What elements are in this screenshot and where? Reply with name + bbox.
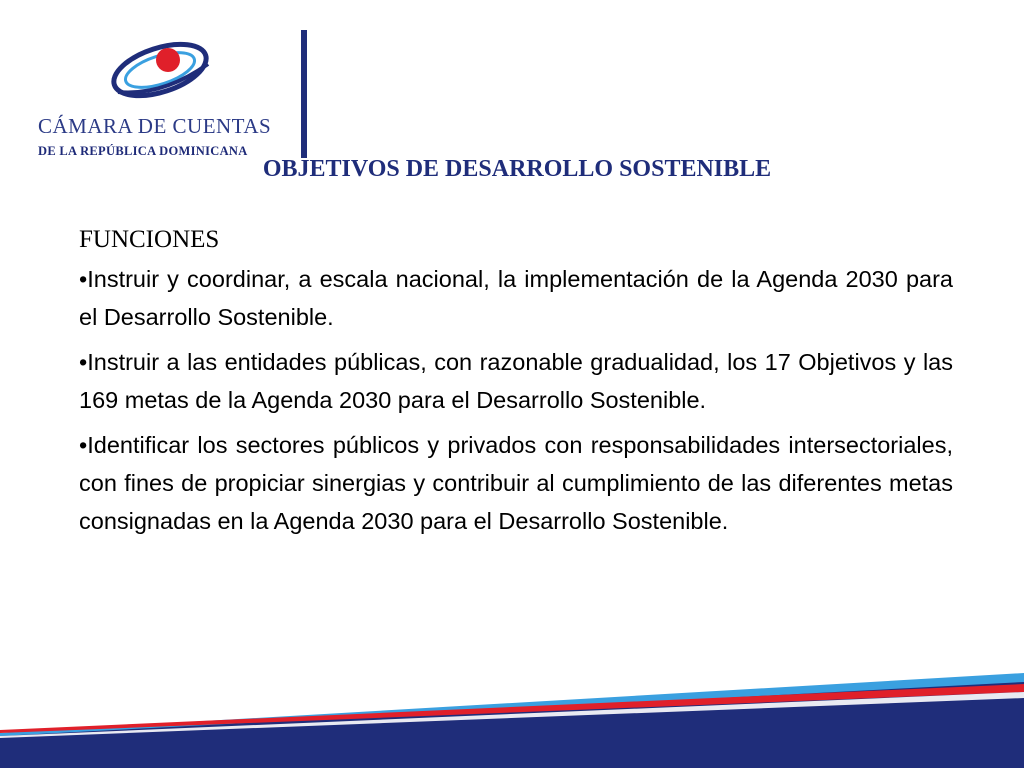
logo-emblem-icon [108,34,218,114]
slide-content [79,226,953,547]
institution-logo [30,28,280,158]
slide-title: OBJETIVOS DE DESARROLLO SOSTENIBLE [262,156,772,182]
bullet-item: •Identificar los sectores públicos y privados con responsabilidades intersectoriales, con fines de propiciar sinergias y contribuir al cumplimiento de las diferentes metas consignadas en la Agenda 2030 para el Desarrollo Sostenible. [79,432,953,534]
footer-wave-decoration [0,670,1024,768]
bullet-item: •Instruir y coordinar, a escala nacional, la implementación de la Agenda 2030 para el Desarrollo Sostenible. [79,266,953,330]
section-heading: FUNCIONES [79,226,220,253]
logo-institution-subtitle: DE LA REPÚBLICA DOMINICANA [38,144,248,158]
header-divider [301,30,307,158]
bullet-item: •Instruir a las entidades públicas, con razonable gradualidad, los 17 Objetivos y las 169 metas de la Agenda 2030 para el Desarrollo Sostenible. [79,349,953,413]
logo-institution-name: CÁMARA DE CUENTAS [38,114,272,138]
